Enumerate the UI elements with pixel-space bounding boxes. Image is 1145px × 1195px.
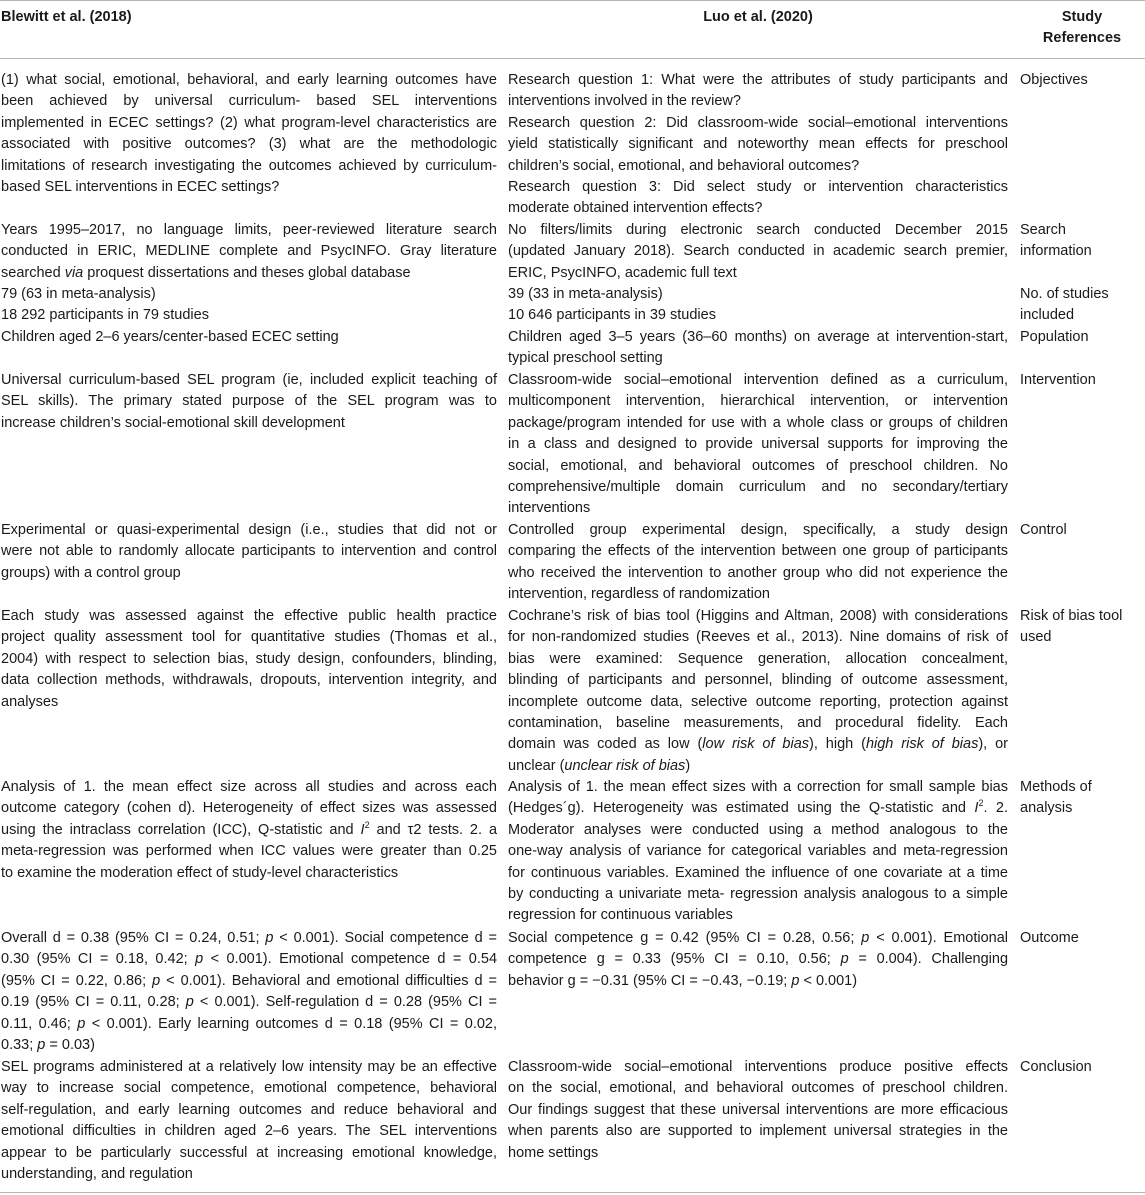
text-line: increase children’s social-emotional skill development [1,414,345,431]
row-label-outcome [1020,928,1144,949]
column-header-line: References [1042,30,1122,47]
text-segment-italic: p [77,1015,86,1032]
text-segment: . 2. [983,800,1009,817]
cell-methods-blewitt [1,777,497,884]
text-line: (1) what social, emotional, behavioral, and early learning outcomes have [1,72,497,88]
table-bottom-rule [0,1192,1145,1193]
text-line [1,949,497,970]
text-line: Children aged 3–5 years (36–60 months) on average at intervention-start, [508,329,1008,345]
text-line [1,971,497,992]
text-line: Controlled group experimental design, specifically, a study design [508,522,1008,538]
cell-conclusion-blewitt [1,1057,497,1185]
text-line [1,1035,497,1056]
text-line [1,820,497,841]
cell-control-blewitt [1,520,497,584]
text-line: Years 1995–2017, no language limits, peer-reviewed literature search [1,222,497,238]
text-line: Moderator analyses were conducted using a method analogous to the [508,821,1008,838]
text-line [508,756,1008,777]
text-line: when parents also are supported to implement universal strategies in the [508,1123,1008,1140]
cell-population-luo [508,327,1008,370]
text-line: Objectives [1020,72,1088,88]
text-line [508,928,1008,949]
text-segment: using the intraclass correlation (ICC), Q-statistic and [1,821,354,838]
text-line: bias were examined: Sequence generation, allocation concealment, [508,650,1008,667]
text-segment-italic: unclear risk of bias [564,757,686,774]
text-line: been achieved by universal curriculum- based SEL interventions [1,93,497,110]
text-line: Methods of [1020,779,1092,795]
text-line: implemented in ECEC settings? (2) what program-level characteristics are [1,114,497,131]
text-segment: behavior g = −0.31 (95% CI = −0.43, −0.19; [508,972,788,989]
row-label-objectives [1020,70,1144,91]
text-segment-italic: via [64,264,84,281]
text-line: 2004) with respect to selection bias, study design, confounders, blinding, [1,650,497,667]
text-segment-italic: I [974,800,979,817]
text-line: self-regulation, and early learning outcomes and reduce behavioral and [1,1101,497,1118]
text-line: Research question 1: What were the attributes of study participants and [508,72,1008,88]
text-line: social, emotional, and behavioral outcomes of preschool children. No [508,457,1008,474]
text-segment: Social competence g = 0.42 (95% CI = 0.28, 0.56; [508,930,855,946]
text-line: intervention, regardless of randomization [508,586,770,603]
text-line: Intervention [1020,372,1096,388]
text-line: 10 646 participants in 39 studies [508,307,716,324]
text-line: Analysis of 1. the mean effect size across all studies and across each [1,779,497,795]
text-line [508,798,1008,819]
text-line: typical preschool setting [508,350,663,367]
text-segment-italic: p [195,951,204,968]
text-segment: < 0.001) [803,972,858,989]
text-segment: < 0.001). Social competence d = [279,930,497,946]
text-segment-italic: p [265,930,274,946]
text-line: Classroom-wide social–emotional intervention defined as a curriculum, [508,372,1008,388]
cell-outcome-luo [508,928,1008,992]
text-line: No. of studies [1020,286,1109,302]
text-segment-italic: p [791,972,800,989]
row-label-control [1020,520,1144,541]
text-segment: 0.11, 0.46; [1,1015,71,1032]
text-line: Outcome [1020,930,1079,946]
cell-intervention-luo [508,370,1008,520]
text-segment-italic: p [861,930,870,946]
text-line: to examine the moderation effect of study-level characteristics [1,864,399,881]
cell-methods-luo [508,777,1008,927]
text-line: Research question 3: Did select study or intervention characteristics [508,179,1008,196]
text-line: contamination, baseline measurements, and procedural fidelity. Each [508,715,1008,732]
text-segment: < 0.001). Early learning outcomes d = 0.18 (95% CI = 0.02, [91,1015,498,1032]
text-line: data collection methods, withdrawals, dropouts, intervention integrity, and [1,672,497,689]
text-line: way to increase social competence, emotional competence, behavioral [1,1080,497,1097]
text-segment: < 0.001). Emotional competence d = 0.54 [210,951,498,968]
text-segment-italic: low risk of bias [702,736,810,753]
cell-conclusion-luo [508,1057,1008,1164]
text-segment-italic: p [37,1037,46,1054]
text-line: used [1020,629,1052,646]
text-segment-italic: p [840,951,849,968]
text-line [1,928,497,949]
text-line: Our findings suggest that these universal interventions are more efficacious [508,1101,1008,1118]
cell-risk-of-bias-luo [508,606,1008,777]
text-line: analyses [1,693,59,710]
text-line: yield statistically significant and noteworthy mean effects for preschool [508,136,1008,153]
text-line: associated with positive outcomes? (3) what are the methodologic [1,136,497,153]
text-line: regression for continuous variables [508,907,733,924]
row-label-conclusion [1020,1057,1144,1078]
row-label-intervention [1020,370,1144,391]
text-line: for continuous variables. Examined the influence of one covariate at a time [508,864,1008,881]
cell-population-blewitt [1,327,497,348]
text-line: children’s social, emotional, and behavioral outcomes? [508,157,860,174]
text-line: Universal curriculum-based SEL program (ie, included explicit teaching of [1,372,497,388]
cell-objectives-luo [508,70,1008,220]
text-line: Control [1020,522,1067,538]
text-line: SEL programs administered at a relatively low intensity may be an effective [1,1059,497,1075]
text-line: conducted in ERIC, MEDLINE complete and PsycINFO. Gray literature [1,243,497,260]
text-segment: and τ2 tests. 2. a [376,821,498,838]
text-line: ERIC, PsycINFO, academic full text [508,264,737,281]
column-header-study-references [1020,7,1144,50]
text-segment: domain was coded as low ( [508,736,703,753]
text-line: Research question 2: Did classroom-wide social–emotional interventions [508,114,1008,131]
text-line [1,992,497,1013]
text-segment: 0.19 (95% CI = 0.11, 0.28; [1,994,180,1011]
text-line: incomplete outcome data, selective outcome reporting, protection against [508,693,1008,710]
text-segment: 0.33; [1,1037,34,1054]
superscript: 2 [364,819,370,830]
text-segment: Overall d = 0.38 (95% CI = 0.24, 0.51; [1,930,260,946]
text-line: project quality assessment tool for quantitative studies (Thomas et al., [1,629,497,646]
text-line: 39 (33 in meta-analysis) [508,286,663,302]
text-line: interventions [508,500,591,517]
text-line: Analysis of 1. the mean effect sizes with a correction for small sample bias [508,779,1008,795]
text-segment: ), high ( [809,736,866,753]
column-header-luo: Luo et al. (2020) [703,9,813,25]
text-segment: searched [1,264,61,281]
cell-objectives-blewitt [1,70,497,198]
text-line: 79 (63 in meta-analysis) [1,286,156,302]
row-label-methods-of-analysis [1020,777,1144,820]
text-line: 18 292 participants in 79 studies [1,307,209,324]
row-label-search-information [1020,220,1144,263]
column-header-blewitt: Blewitt et al. (2018) [1,9,132,25]
cell-control-luo [508,520,1008,606]
text-segment: (Hedges´g). Heterogeneity was estimated using the Q-statistic and [508,800,966,817]
column-header-line: Study [1061,9,1103,25]
text-line: Risk of bias tool [1020,608,1123,624]
text-line: multicomponent intervention, hierarchical intervention, or intervention [508,393,1008,410]
text-line: by conducting a univariate meta- regression analysis analogous to a simple [508,886,1008,903]
text-line: outcome category (cohen d). Heterogeneity of effect sizes was assessed [1,800,497,817]
table-header-rule [0,58,1145,59]
text-line: home settings [508,1144,599,1161]
text-segment: = 0.03) [49,1037,95,1054]
text-line: package/program intended for use with a whole class or groups of children [508,414,1008,431]
text-segment-italic: I [360,821,365,838]
text-line: included [1020,307,1075,324]
text-line: No filters/limits during electronic search conducted December 2015 [508,222,1008,238]
text-line: who received the intervention to another group who did not experience the [508,564,1008,581]
text-segment: ) [685,757,691,774]
text-line [508,734,1008,755]
cell-risk-of-bias-blewitt [1,606,497,713]
text-line: comprehensive/multiple domain curriculum and no secondary/tertiary [508,479,1008,496]
text-line [508,971,1008,992]
text-line: were not able to randomly allocate participants to intervention and control [1,543,497,560]
superscript: 2 [978,798,984,809]
text-line: Classroom-wide social–emotional interventions produce positive effects [508,1059,1008,1075]
text-line: on the social, emotional, and behavioral outcomes of preschool children. [508,1080,1008,1097]
text-segment: < 0.001). Emotional [876,930,1009,946]
text-line: appear to be particularly successful at increasing emotional knowledge, [1,1144,497,1161]
cell-search-luo [508,220,1008,284]
text-segment: < 0.001). Self-regulation d = 0.28 (95% CI = [199,994,498,1011]
text-segment: < 0.001). Behavioral and emotional difficulties d = [166,972,498,989]
text-line: for non-randomized studies (Reeves et al., 2013). Nine domains of risk of [508,629,1008,646]
cell-studies-blewitt [1,284,497,327]
text-line: interventions involved in the review? [508,93,741,110]
text-segment: ), or [978,736,1009,753]
text-line [1,263,497,284]
text-segment: competence g = 0.33 (95% CI = 0.10, 0.56; [508,951,831,968]
cell-outcome-blewitt [1,928,497,1056]
text-line: (updated January 2018). Search conducted in academic search premier, [508,243,1008,260]
text-line: emotional difficulties in children aged 2–6 years. The SEL interventions [1,1123,497,1140]
text-line: one-way analysis of variance for categorical variables and meta-regression [508,843,1008,860]
text-line [1,1014,497,1035]
text-segment-italic: p [185,994,194,1011]
cell-studies-luo [508,284,1008,327]
text-line: information [1020,243,1092,260]
row-label-risk-of-bias [1020,606,1144,649]
text-segment: proquest dissertations and theses global database [87,264,411,281]
row-label-population [1020,327,1144,348]
text-line: limitations of research investigating the outcomes achieved by curriculum- [1,157,497,174]
text-segment-italic: p [152,972,161,989]
text-line: Children aged 2–6 years/center-based ECEC setting [1,329,339,345]
text-line: based SEL interventions in ECEC settings? [1,179,280,196]
table-top-rule [0,0,1145,1]
text-segment: 0.30 (95% CI = 0.18, 0.42; [1,951,188,968]
text-line: SEL skills). The primary stated purpose of the SEL program was to [1,393,497,410]
row-label-no-of-studies [1020,284,1144,327]
text-segment: (95% CI = 0.22, 0.86; [1,972,147,989]
text-line: meta-regression was performed when ICC values were greater than 0.25 [1,843,497,860]
text-line: Search [1020,222,1066,238]
text-line: analysis [1020,800,1073,817]
text-segment: = 0.004). Challenging [858,951,1009,968]
text-line: comparing the effects of the intervention between one group of participants [508,543,1008,560]
text-line: Conclusion [1020,1059,1092,1075]
cell-intervention-blewitt [1,370,497,434]
text-line: understanding, and regulation [1,1166,193,1183]
text-line: in a class and designed to provide universal supports for improving the [508,436,1008,453]
text-segment-italic: high risk of bias [865,736,979,753]
text-line: Cochrane’s risk of bias tool (Higgins and Altman, 2008) with considerations [508,608,1008,624]
text-line: blinding of participants and personnel, blinding of outcome assessment, [508,672,1008,689]
text-line: moderate obtained intervention effects? [508,200,763,217]
text-segment: unclear ( [508,757,565,774]
text-line: Population [1020,329,1089,345]
text-line [508,949,1008,970]
text-line: groups) with a control group [1,564,181,581]
cell-search-blewitt [1,220,497,284]
text-line: Experimental or quasi-experimental design (i.e., studies that did not or [1,522,497,538]
text-line: Each study was assessed against the effective public health practice [1,608,497,624]
